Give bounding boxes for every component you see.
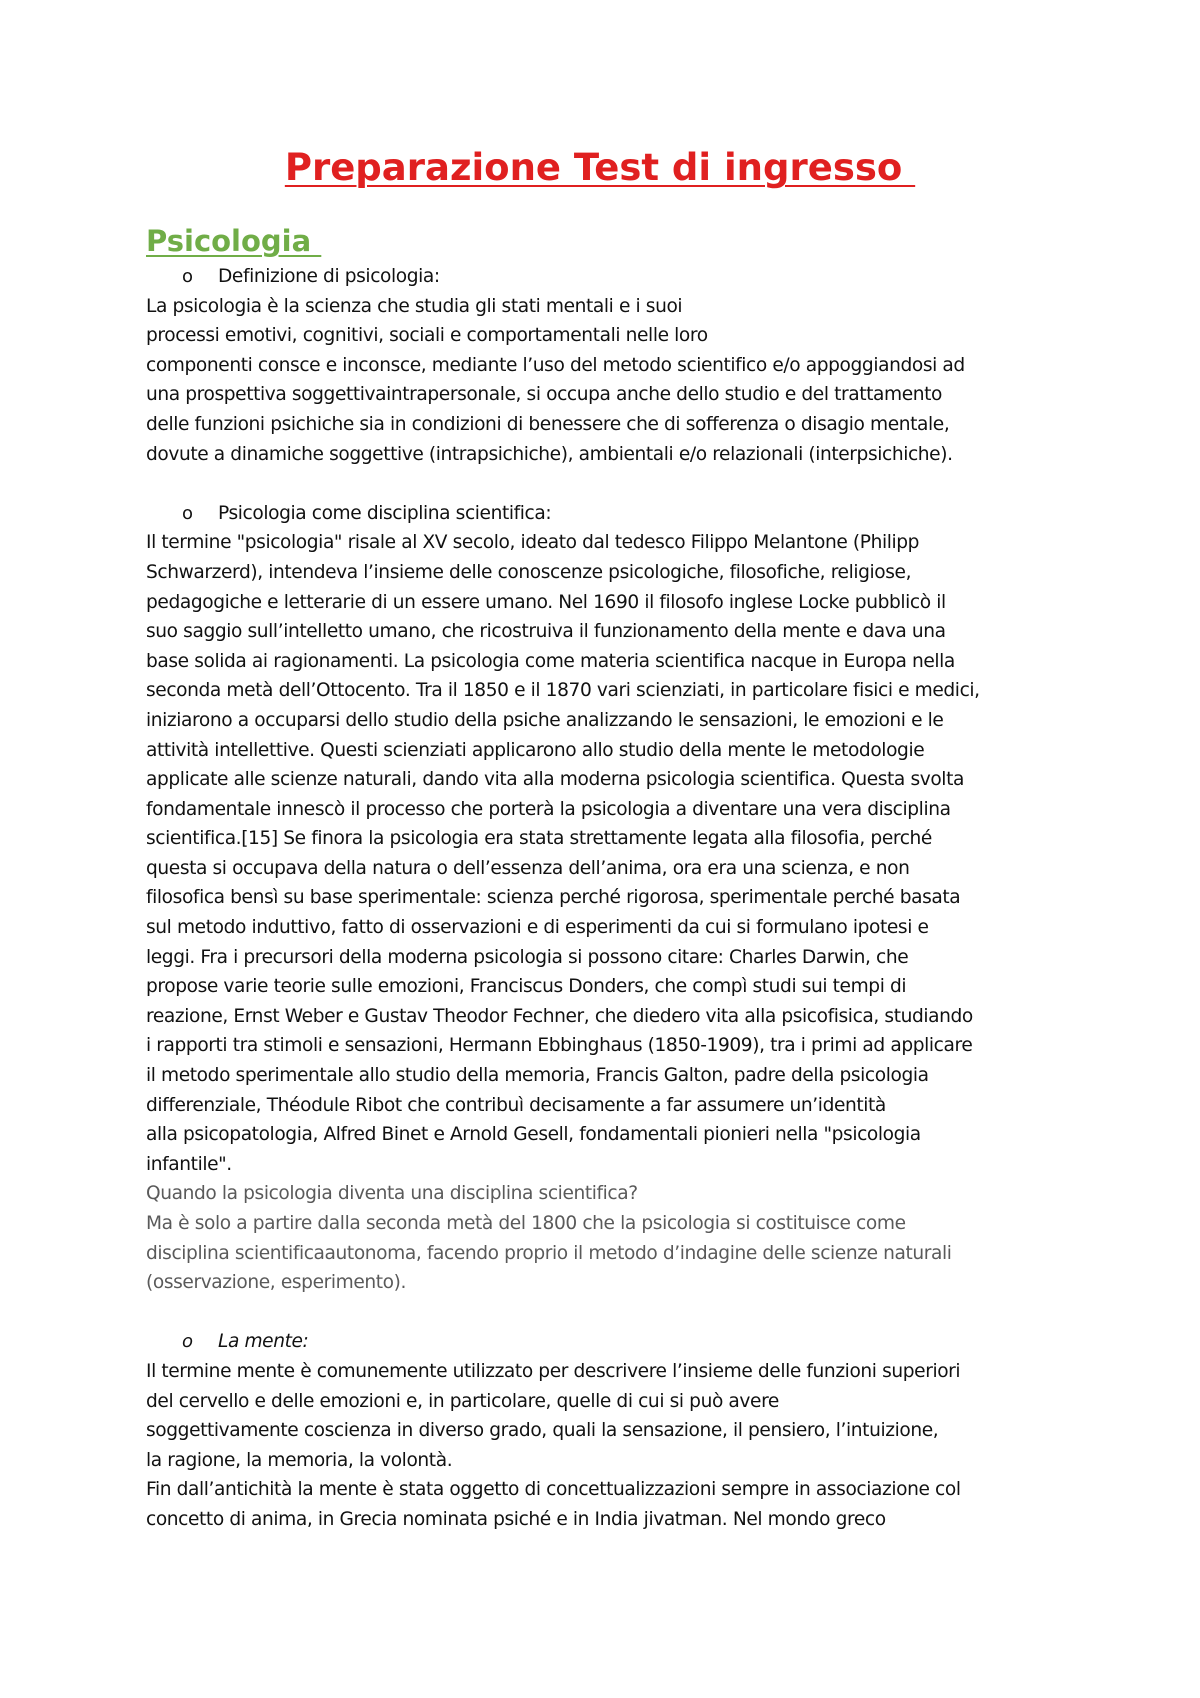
- text-line: applicate alle scienze naturali, dando vita alla moderna psicologia scientifica. Questa svolta: [146, 769, 964, 791]
- bullet-item-scientific-discipline: [146, 499, 1066, 529]
- text-line: questa si occupava della natura o dell’essenza dell’anima, ora era una scienza, e non: [146, 857, 910, 879]
- bullet-item-definition: [146, 262, 1066, 292]
- text-line: del cervello e delle emozioni e, in particolare, quelle di cui si può avere: [146, 1390, 779, 1412]
- paragraph-mind: [146, 1357, 1066, 1535]
- bullet-heading: La mente:: [218, 1331, 309, 1353]
- text-line: La psicologia è la scienza che studia gli stati mentali e i suoi: [146, 295, 683, 317]
- text-line: soggettivamente coscienza in diverso grado, quali la sensazione, il pensiero, l’intuizione,: [146, 1420, 939, 1442]
- text-line: sul metodo induttivo, fatto di osservazioni e di esperimenti da cui si formulano ipotesi e: [146, 917, 929, 939]
- text-line: attività intellettive. Questi scienziati applicarono allo studio della mente le metodologie: [146, 739, 925, 761]
- text-line: Schwarzerd), intendeva l’insieme delle conoscenze psicologiche, filosofiche, religiose,: [146, 561, 912, 583]
- text-line: filosofica bensì su base sperimentale: scienza perché rigorosa, sperimentale perché basata: [146, 887, 961, 909]
- text-line: propose varie teorie sulle emozioni, Franciscus Donders, che compì studi sui tempi di: [146, 976, 907, 998]
- blank-line: [146, 469, 1066, 499]
- answer-line: disciplina scientificaautonoma, facendo proprio il metodo d’indagine delle scienze naturali: [146, 1242, 952, 1264]
- text-line: Il termine "psicologia" risale al XV secolo, ideato dal tedesco Filippo Melantone (Philipp: [146, 532, 920, 554]
- page-title: Preparazione Test di ingresso: [284, 146, 916, 189]
- bullet-marker: o: [182, 1331, 194, 1353]
- text-line: reazione, Ernst Weber e Gustav Theodor Fechner, che diedero vita alla psicofisica, studiando: [146, 1005, 973, 1027]
- paragraph-question-answer: [146, 1179, 1066, 1297]
- text-line: suo saggio sull’intelletto umano, che ricostruiva il funzionamento della mente e dava una: [146, 621, 946, 643]
- bullet-marker: o: [182, 502, 194, 524]
- text-line: la ragione, la memoria, la volontà.: [146, 1449, 453, 1471]
- text-line: una prospettiva soggettivaintrapersonale, si occupa anche dello studio e del trattamento: [146, 384, 943, 406]
- answer-line: Ma è solo a partire dalla seconda metà del 1800 che la psicologia si costituisce come: [146, 1213, 906, 1234]
- bullet-marker: o: [182, 266, 194, 287]
- text-line: concetto di anima, in Grecia nominata psiché e in India jivatman. Nel mondo greco: [146, 1508, 886, 1530]
- text-line: Fin dall’antichità la mente è stata oggetto di concettualizzazioni sempre in associazione col: [146, 1479, 961, 1501]
- section-title: Psicologia: [146, 224, 322, 258]
- answer-line: (osservazione, esperimento).: [146, 1272, 406, 1294]
- text-line: pedagogiche e letterarie di un essere umano. Nel 1690 il filosofo inglese Locke pubblicò il: [146, 591, 946, 613]
- text-line: delle funzioni psichiche sia in condizioni di benessere che di sofferenza o disagio mentale,: [146, 413, 950, 435]
- document-body: [146, 262, 1066, 1535]
- text-line: differenziale, Théodule Ribot che contribuì decisamente a far assumere un’identità: [146, 1094, 886, 1116]
- paragraph-definition: [146, 292, 1066, 470]
- text-line: Il termine mente è comunemente utilizzato per descrivere l’insieme delle funzioni superiori: [146, 1360, 961, 1382]
- text-line: alla psicopatologia, Alfred Binet e Arnold Gesell, fondamentali pionieri nella "psicologia: [146, 1124, 921, 1146]
- text-line: fondamentale innescò il processo che porterà la psicologia a diventare una vera disciplina: [146, 798, 951, 820]
- text-line: dovute a dinamiche soggettive (intrapsichiche), ambientali e/o relazionali (interpsichiche).: [146, 443, 953, 465]
- bullet-heading: Definizione di psicologia:: [218, 266, 440, 287]
- text-line: scientifica.[15] Se finora la psicologia era stata strettamente legata alla filosofia, perché: [146, 828, 932, 850]
- question-line: Quando la psicologia diventa una disciplina scientifica?: [146, 1183, 638, 1205]
- text-line: base solida ai ragionamenti. La psicologia come materia scientifica nacque in Europa nella: [146, 650, 955, 672]
- text-line: leggi. Fra i precursori della moderna psicologia si possono citare: Charles Darwin, che: [146, 946, 909, 968]
- bullet-heading: Psicologia come disciplina scientifica:: [218, 502, 552, 524]
- text-line: i rapporti tra stimoli e sensazioni, Hermann Ebbinghaus (1850-1909), tra i primi ad applicare: [146, 1035, 973, 1057]
- text-line: infantile".: [146, 1153, 232, 1175]
- text-line: iniziarono a occuparsi dello studio della psiche analizzando le sensazioni, le emozioni e le: [146, 709, 944, 731]
- bullet-item-mind: [146, 1327, 1066, 1357]
- blank-line: [146, 1298, 1066, 1328]
- text-line: componenti consce e inconsce, mediante l’uso del metodo scientifico e/o appoggiandosi ad: [146, 354, 965, 376]
- paragraph-scientific-discipline: [146, 528, 1066, 1179]
- text-line: il metodo sperimentale allo studio della memoria, Francis Galton, padre della psicologia: [146, 1065, 929, 1087]
- text-line: seconda metà dell’Ottocento. Tra il 1850 e il 1870 vari scienziati, in particolare fisici e medici,: [146, 680, 980, 702]
- text-line: processi emotivi, cognitivi, sociali e comportamentali nelle loro: [146, 325, 708, 347]
